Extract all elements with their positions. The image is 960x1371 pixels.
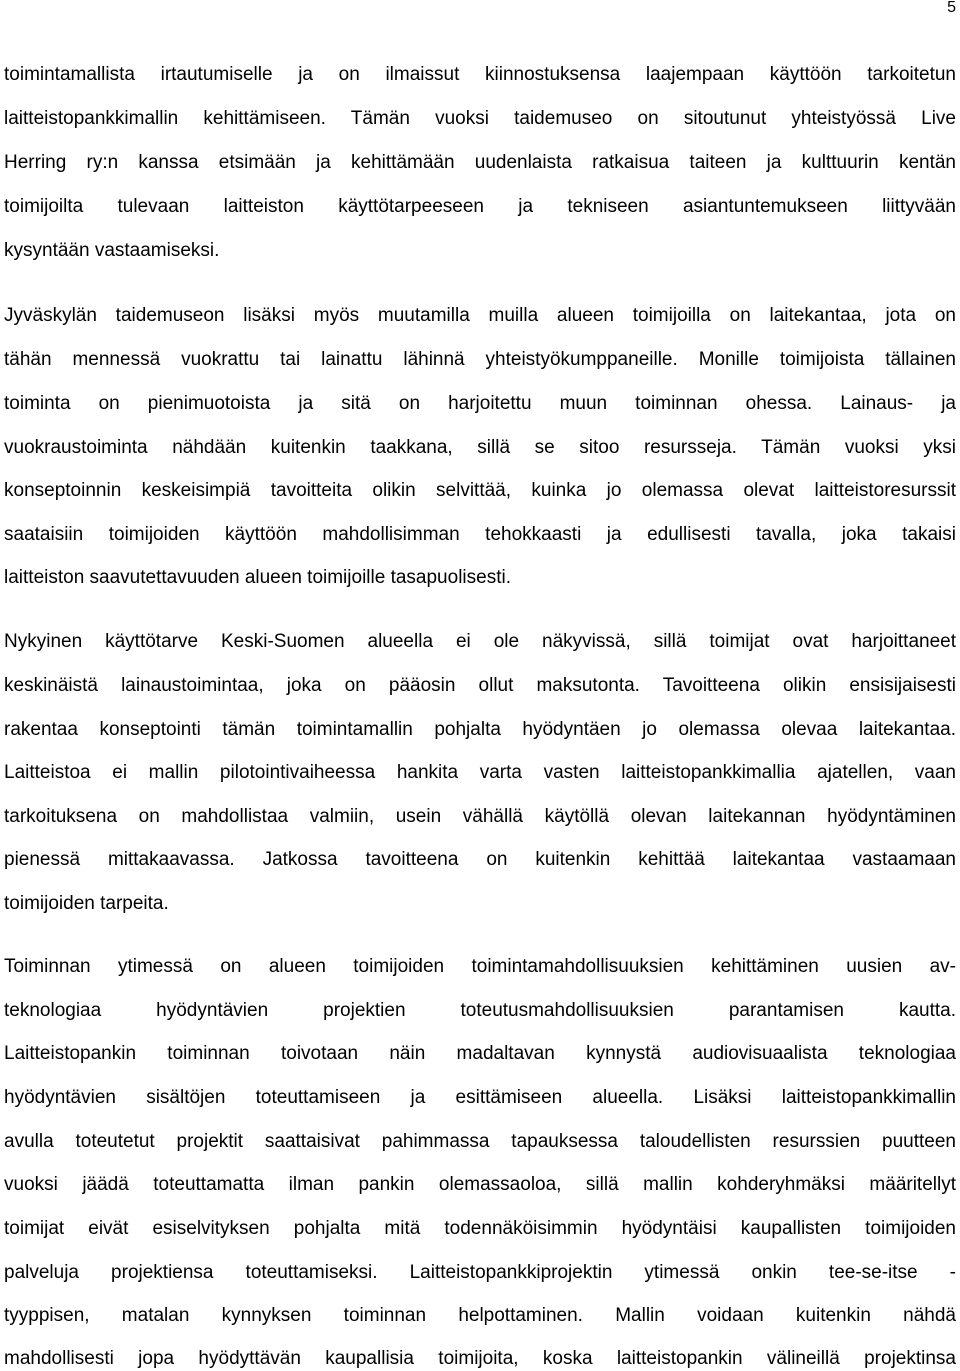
text-line: toimijoiden tarpeita. — [4, 893, 169, 914]
text-line: vuokraustoiminta nähdään kuitenkin taakkana, sillä se sitoo resursseja. Tämän vuoksi yksi — [4, 437, 956, 458]
text-line: toiminta on pienimuotoista ja sitä on harjoitettu muun toiminnan ohessa. Lainaus- ja — [4, 393, 956, 414]
text-line: laitteiston saavutettavuuden alueen toimijoille tasapuolisesti. — [4, 567, 511, 588]
text-line: palveluja projektiensa toteuttamiseksi. Laitteistopankkiprojektin ytimessä onkin tee-se-itse - — [4, 1262, 956, 1283]
text-line: Jyväskylän taidemuseon lisäksi myös muutamilla muilla alueen toimijoilla on laitekantaa, jota on — [4, 305, 956, 326]
text-line: saataisiin toimijoiden käyttöön mahdollisimman tehokkaasti ja edullisesti tavalla, joka takaisi — [4, 524, 956, 545]
text-line: avulla toteutetut projektit saattaisivat pahimmassa tapauksessa taloudellisten resurssien puutteen — [4, 1131, 956, 1152]
text-line: tähän mennessä vuokrattu tai lainattu lähinnä yhteistyökumppaneille. Monille toimijoista tällainen — [4, 349, 956, 370]
text-line: toimijat eivät esiselvityksen pohjalta mitä todennäköisimmin hyödyntäisi kaupallisten toimijoiden — [4, 1218, 956, 1239]
text-line: toimijoilta tulevaan laitteiston käyttötarpeeseen ja tekniseen asiantuntemukseen liittyvään — [4, 196, 956, 217]
text-line: vuoksi jäädä toteuttamatta ilman pankin olemassaoloa, sillä mallin kohderyhmäksi määritellyt — [4, 1174, 956, 1195]
text-line: Laitteistopankin toiminnan toivotaan näin madaltavan kynnystä audiovisuaalista teknologiaa — [4, 1043, 956, 1064]
text-line: mahdollisesti jopa hyödyttävän kaupallisia toimijoita, koska laitteistopankin välineillä projektinsa — [4, 1348, 956, 1369]
text-line: tyyppisen, matalan kynnyksen toiminnan helpottaminen. Mallin voidaan kuitenkin nähdä — [4, 1305, 956, 1326]
text-line: Toiminnan ytimessä on alueen toimijoiden toimintamahdollisuuksien kehittäminen uusien av- — [4, 956, 956, 977]
text-line: hyödyntävien sisältöjen toteuttamiseen ja esittämiseen alueella. Lisäksi laitteistopankkimallin — [4, 1087, 956, 1108]
text-line: rakentaa konseptointi tämän toimintamallin pohjalta hyödyntäen jo olemassa olevaa laitekantaa. — [4, 719, 956, 740]
text-line: kysyntään vastaamiseksi. — [4, 240, 220, 261]
text-line: laitteistopankkimallin kehittämiseen. Tämän vuoksi taidemuseo on sitoutunut yhteistyössä Live — [4, 108, 956, 129]
text-line: pienessä mittakaavassa. Jatkossa tavoitteena on kuitenkin kehittää laitekantaa vastaamaan — [4, 849, 956, 870]
text-line: Laitteistoa ei mallin pilotointivaiheessa hankita varta vasten laitteistopankkimallia ajatellen, vaan — [4, 762, 956, 783]
text-line: tarkoituksena on mahdollistaa valmiin, usein vähällä käytöllä olevan laitekannan hyödyntäminen — [4, 806, 956, 827]
text-line: toimintamallista irtautumiselle ja on ilmaissut kiinnostuksensa laajempaan käyttöön tarkoitetun — [4, 64, 956, 85]
text-line: konseptoinnin keskeisimpiä tavoitteita olikin selvittää, kuinka jo olemassa olevat laitteistoresurssit — [4, 480, 956, 501]
text-line: Nykyinen käyttötarve Keski-Suomen alueella ei ole näkyvissä, sillä toimijat ovat harjoittaneet — [4, 631, 956, 652]
text-line: Herring ry:n kanssa etsimään ja kehittämään uudenlaista ratkaisua taiteen ja kulttuurin kentän — [4, 152, 956, 173]
page-number: 5 — [947, 0, 956, 16]
text-line: teknologiaa hyödyntävien projektien toteutusmahdollisuuksien parantamisen kautta. — [4, 1000, 956, 1021]
text-line: keskinäistä lainaustoimintaa, joka on pääosin ollut maksutonta. Tavoitteena olikin ensisijaisesti — [4, 675, 956, 696]
